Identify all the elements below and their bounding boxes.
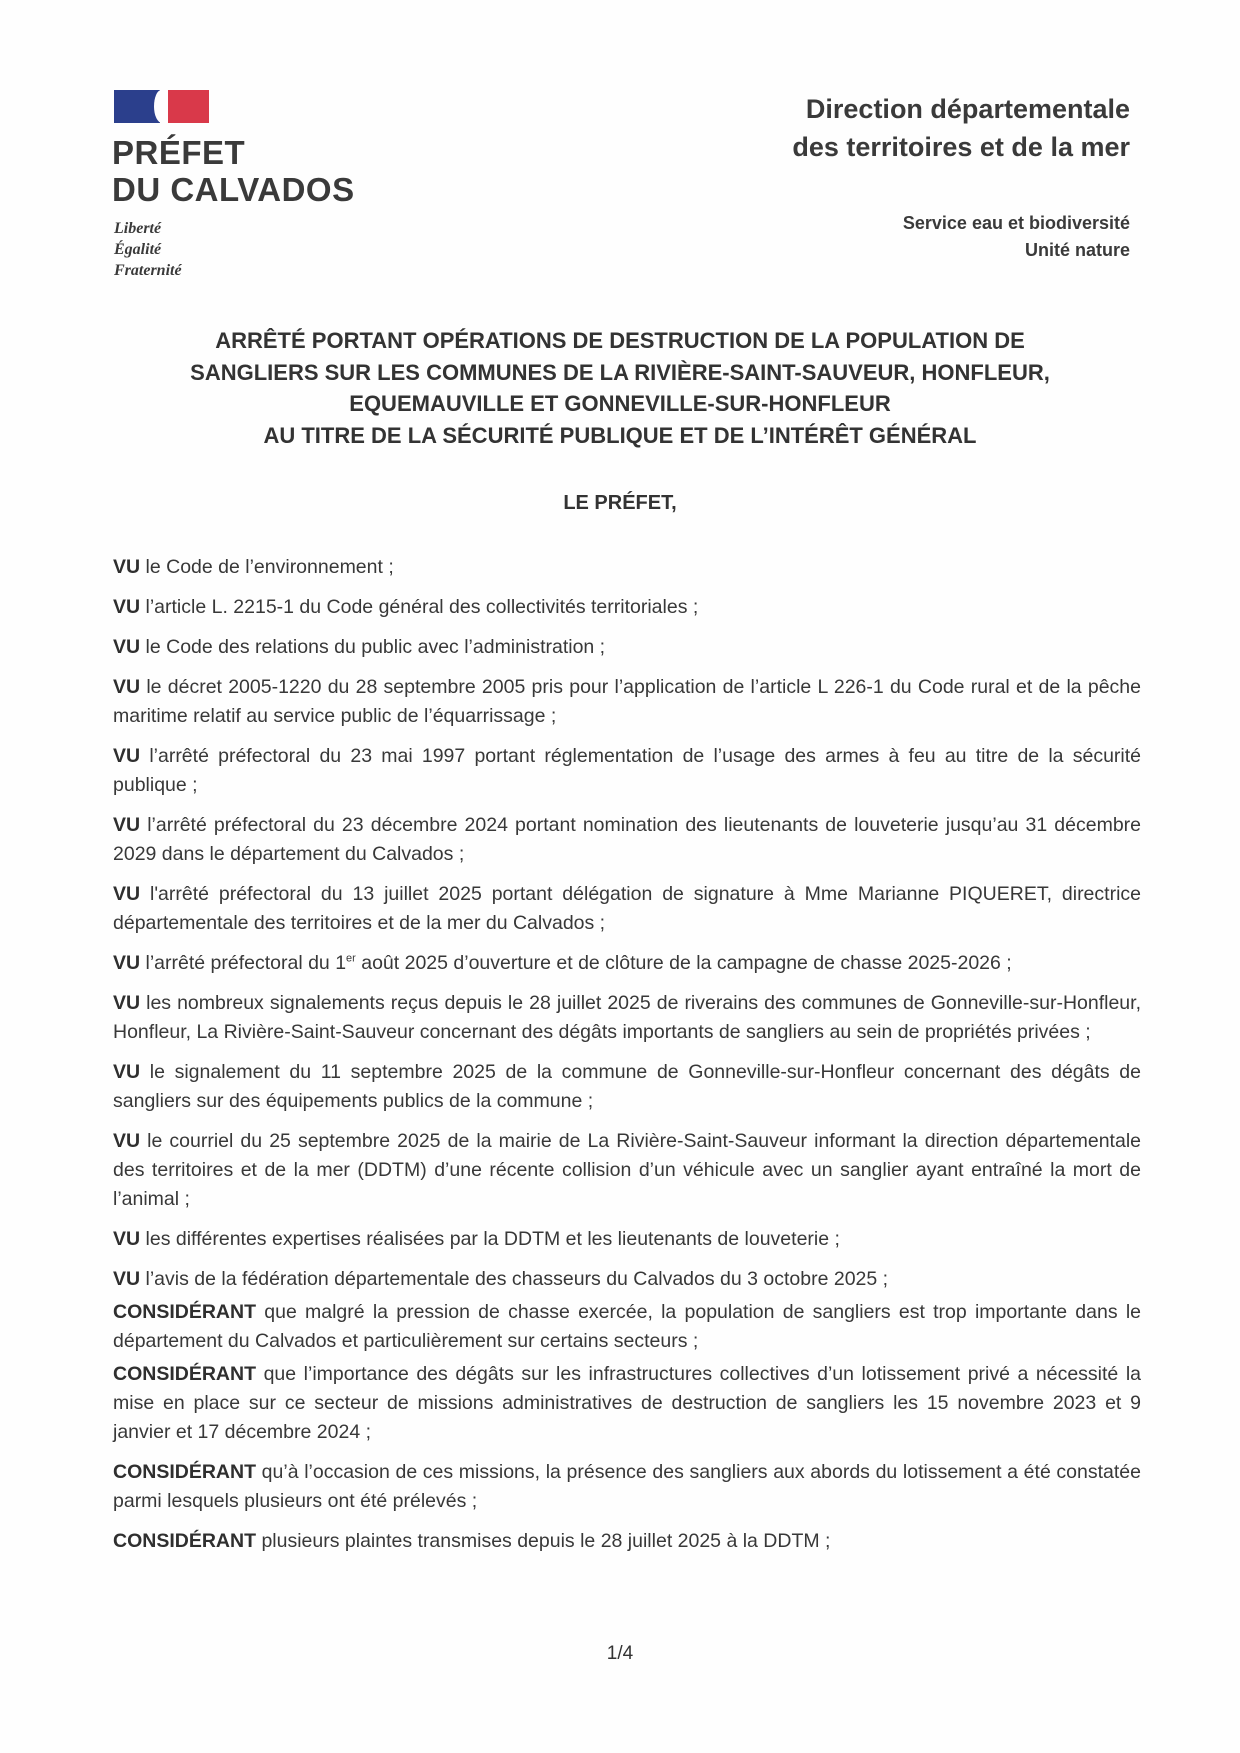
prefet-line-1: PRÉFET: [112, 134, 246, 171]
para-lead: VU: [113, 745, 141, 767]
direction-line-1: Direction départementale: [805, 94, 1130, 124]
arrete-title: [100, 325, 1140, 451]
unit-name: Unité nature: [1024, 240, 1130, 260]
para-lead: VU: [113, 1130, 141, 1152]
para-lead: VU: [113, 1228, 141, 1250]
para-lead: VU: [113, 814, 141, 836]
title-line: EQUEMAUVILLE ET GONNEVILLE-SUR-HONFLEUR: [349, 391, 891, 416]
para-text: les différentes expertises réalisées par la DDTM et les lieutenants de louveterie ;: [145, 1228, 840, 1250]
vu-paragraph: [113, 880, 1141, 938]
motto-liberte: Liberté: [114, 220, 162, 237]
vu-paragraph: [113, 593, 1141, 622]
vu-paragraph: [113, 553, 1141, 582]
title-line: SANGLIERS SUR LES COMMUNES DE LA RIVIÈRE-SAINT-SAUVEUR, HONFLEUR,: [190, 359, 1050, 385]
direction-line-2: des territoires et de la mer: [792, 132, 1130, 162]
para-lead: VU: [113, 556, 141, 578]
para-lead: CONSIDÉRANT: [113, 1301, 257, 1323]
vu-paragraph: [113, 811, 1141, 869]
vu-paragraph: [113, 1058, 1141, 1116]
vu-paragraph: [113, 1127, 1141, 1214]
para-lead: VU: [113, 992, 141, 1014]
para-text: les nombreux signalements reçus depuis le 28 juillet 2025 de riverains des communes de Gonneville-sur-Honfleur, Honfleur, La Rivière-Saint-Sauveur concernant des dégâts importants de sangliers au sein de propriétés privées ;: [113, 992, 1141, 1043]
para-text: que malgré la pression de chasse exercée, la population de sangliers est trop importante dans le département du Calvados et particulièrement sur certains secteurs ;: [113, 1301, 1141, 1352]
para-text: août 2025 d’ouverture et de clôture de la campagne de chasse 2025-2026 ;: [355, 952, 1012, 974]
service-name: Service eau et biodiversité: [902, 213, 1130, 233]
vu-paragraph: [113, 1265, 1141, 1294]
para-lead: VU: [113, 1061, 141, 1083]
document-body: [113, 553, 1141, 1567]
para-text: le décret 2005-1220 du 28 septembre 2005 pris pour l’application de l’article L 226-1 du Code rural et de la pêche maritime relatif au service public de l’équarrissage ;: [113, 676, 1141, 727]
para-text: plusieurs plaintes transmises depuis le 28 juillet 2025 à la DDTM ;: [261, 1530, 831, 1552]
issuing-direction: [792, 90, 1130, 166]
para-text: l’article L. 2215-1 du Code général des collectivités territoriales ;: [145, 596, 699, 618]
para-lead: CONSIDÉRANT: [113, 1461, 257, 1483]
vu-paragraph: [113, 742, 1141, 800]
para-text: le courriel du 25 septembre 2025 de la mairie de La Rivière-Saint-Sauveur informant la direction départementale des territoires et de la mer (DDTM) d’une récente collision d’un véhicule avec un sanglier ayant entraîné la mort de l’animal ;: [113, 1130, 1142, 1210]
para-text: le Code de l’environnement ;: [145, 556, 394, 578]
title-line: ARRÊTÉ PORTANT OPÉRATIONS DE DESTRUCTION DE LA POPULATION DE: [215, 328, 1025, 353]
flag-red-band: [168, 90, 209, 123]
considerant-paragraph: [113, 1298, 1141, 1356]
para-text: l’arrêté préfectoral du 23 décembre 2024 portant nomination des lieutenants de louveterie jusqu’au 31 décembre 2029 dans le département du Calvados ;: [113, 814, 1142, 865]
vu-paragraph: [113, 1225, 1141, 1254]
para-text: l’arrêté préfectoral du 23 mai 1997 portant réglementation de l’usage des armes à feu au titre de la sécurité publique ;: [113, 745, 1142, 796]
marianne-logo-icon: [114, 90, 209, 123]
para-lead: CONSIDÉRANT: [113, 1363, 257, 1385]
vu-paragraph: [113, 949, 1141, 978]
title-line: AU TITRE DE LA SÉCURITÉ PUBLIQUE ET DE L’INTÉRÊT GÉNÉRAL: [263, 422, 977, 448]
prefet-line-2: DU CALVADOS: [112, 171, 355, 208]
vu-paragraph: [113, 633, 1141, 662]
le-prefet-heading: LE PRÉFET,: [563, 492, 677, 514]
issuing-service: [903, 210, 1130, 264]
republic-motto: [114, 218, 182, 281]
vu-paragraph: [113, 989, 1141, 1047]
para-lead: VU: [113, 596, 141, 618]
ordinal-superscript: er: [346, 952, 356, 965]
motto-fraternite: Fraternité: [114, 262, 182, 279]
para-lead: VU: [113, 1268, 141, 1290]
para-text: le signalement du 11 septembre 2025 de la commune de Gonneville-sur-Honfleur concernant des dégâts de sangliers sur des équipements publics de la commune ;: [113, 1061, 1142, 1112]
considerant-paragraph: [113, 1360, 1141, 1447]
page-number: 1/4: [606, 1643, 634, 1664]
considerant-paragraph: [113, 1458, 1141, 1516]
vu-paragraph: [113, 673, 1141, 731]
considerant-paragraph: [113, 1527, 1141, 1556]
para-lead: CONSIDÉRANT: [113, 1530, 257, 1552]
para-lead: VU: [113, 883, 141, 905]
para-lead: VU: [113, 676, 141, 698]
prefet-title: [112, 134, 355, 208]
para-text: l'arrêté préfectoral du 13 juillet 2025 portant délégation de signature à Mme Marianne PIQUERET, directrice départementale des territoires et de la mer du Calvados ;: [113, 883, 1141, 934]
para-lead: VU: [113, 636, 141, 658]
para-text: que l’importance des dégâts sur les infrastructures collectives d’un lotissement privé a nécessité la mise en place sur ce secteur de missions administratives de destruction de sangliers les 15 novembre 2023 et 9 janvier et 17 décembre 2024 ;: [113, 1363, 1142, 1443]
para-lead: VU: [113, 952, 141, 974]
motto-egalite: Égalité: [114, 241, 162, 258]
para-text: l’avis de la fédération départementale des chasseurs du Calvados du 3 octobre 2025 ;: [145, 1268, 889, 1290]
para-text: le Code des relations du public avec l’administration ;: [145, 636, 606, 658]
para-text: qu’à l’occasion de ces missions, la présence des sangliers aux abords du lotissement a été constatée parmi lesquels plusieurs ont été prélevés ;: [113, 1461, 1141, 1512]
para-text: l’arrêté préfectoral du 1: [145, 952, 347, 974]
